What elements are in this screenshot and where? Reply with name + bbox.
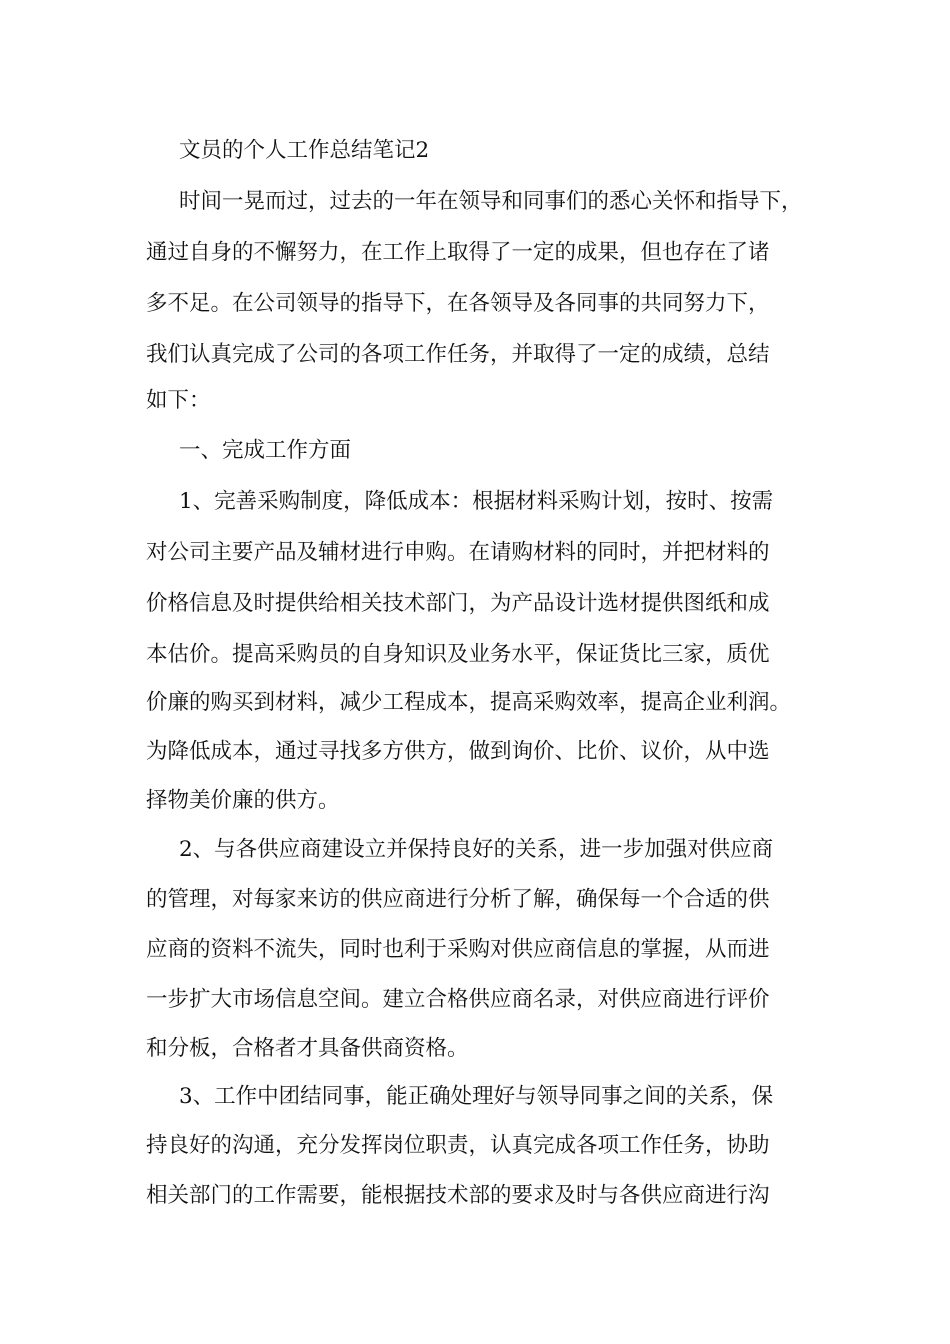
text-line: 价格信息及时提供给相关技术部门，为产品设计选材提供图纸和成 [146,591,770,616]
text-line: 1、完善采购制度，降低成本：根据材料采购计划，按时、按需 [179,489,774,514]
text-line: 为降低成本，通过寻找多方供方，做到询价、比价、议价，从中选 [146,739,770,764]
document-title: 文员的个人工作总结笔记2 [179,138,430,163]
text-line: 如下： [146,388,211,413]
text-line: 时间一晃而过，过去的一年在领导和同事们的悉心关怀和指导下， [179,189,803,214]
text-line: 通过自身的不懈努力，在工作上取得了一定的成果，但也存在了诸 [146,240,770,265]
section-heading: 一、完成工作方面 [179,438,352,463]
text-line: 3、工作中团结同事，能正确处理好与领导同事之间的关系，保 [179,1084,774,1109]
text-line: 价廉的购买到材料，减少工程成本，提高采购效率，提高企业利润。 [146,690,792,715]
text-line: 和分板，合格者才具备供商资格。 [146,1036,469,1061]
text-line: 一步扩大市场信息空间。建立合格供应商名录，对供应商进行评价 [146,987,770,1012]
text-line: 的管理，对每家来访的供应商进行分析了解，确保每一个合适的供 [146,887,770,912]
text-line: 相关部门的工作需要，能根据技术部的要求及时与各供应商进行沟 [146,1183,770,1208]
text-line: 持良好的沟通，充分发挥岗位职责，认真完成各项工作任务，协助 [146,1133,770,1158]
text-line: 我们认真完成了公司的各项工作任务，并取得了一定的成绩，总结 [146,342,770,367]
text-line: 应商的资料不流失，同时也利于采购对供应商信息的掌握，从而进 [146,937,770,962]
text-line: 对公司主要产品及辅材进行申购。在请购材料的同时，并把材料的 [146,540,770,565]
text-line: 择物美价廉的供方。 [146,788,340,813]
text-line: 2、与各供应商建设立并保持良好的关系，进一步加强对供应商 [179,837,774,862]
text-line: 本估价。提高采购员的自身知识及业务水平，保证货比三家，质优 [146,642,770,667]
text-line: 多不足。在公司领导的指导下，在各领导及各同事的共同努力下， [146,291,770,316]
